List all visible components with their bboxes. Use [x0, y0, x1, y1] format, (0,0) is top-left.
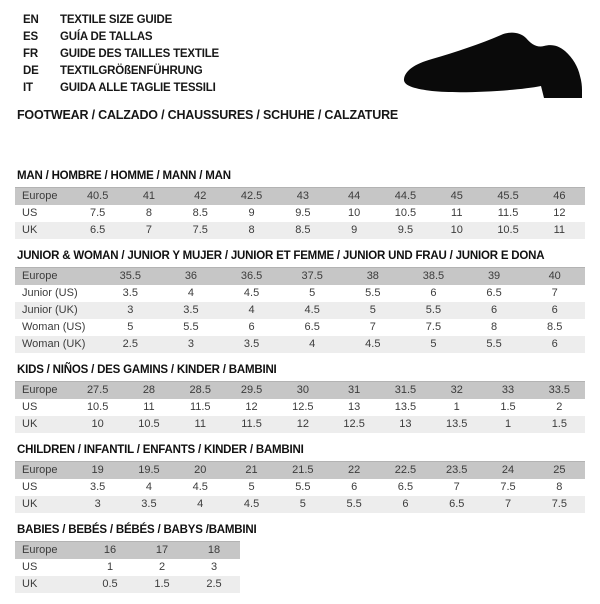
size-cell: 6.5 — [449, 498, 465, 510]
row-label: Europe — [22, 544, 58, 556]
size-cell: 4 — [145, 481, 152, 493]
size-cell: 3.5 — [243, 338, 260, 350]
size-cell: 6.5 — [304, 321, 320, 333]
size-cell: 7 — [369, 321, 376, 333]
size-table-babies — [15, 541, 240, 593]
size-cell: 24 — [501, 464, 515, 476]
size-cell: 3 — [127, 304, 134, 316]
row-label: UK — [22, 418, 38, 430]
size-cell: 31.5 — [394, 384, 417, 396]
size-cell: 19.5 — [138, 464, 160, 476]
size-cell: 5.5 — [486, 338, 502, 350]
section-title-babies: BABIES / BEBÉS / BÉBÉS / BABYS /BAMBINI — [17, 524, 257, 536]
size-cell: 5 — [248, 481, 255, 493]
dress-shoe-icon — [398, 28, 590, 108]
size-cell: 1.5 — [500, 401, 516, 413]
row-label: Europe — [22, 270, 58, 282]
size-cell: 36 — [184, 270, 198, 282]
size-cell: 9 — [248, 207, 255, 219]
table-header-row — [15, 268, 585, 286]
size-cell: 4.5 — [192, 481, 208, 493]
row-label: UK — [22, 498, 38, 510]
size-cell: 22.5 — [394, 464, 417, 476]
size-cell: 3.5 — [122, 287, 138, 299]
size-cell: 5 — [430, 338, 437, 350]
size-cell: 5.5 — [295, 481, 311, 493]
size-sections — [15, 170, 585, 604]
row-label: US — [22, 207, 38, 219]
size-cell: 37.5 — [301, 270, 323, 282]
size-cell: 1 — [106, 561, 114, 573]
language-label: TEXTILE SIZE GUIDE — [60, 14, 173, 26]
language-code: IT — [23, 82, 33, 94]
row-label: UK — [22, 224, 38, 236]
size-cell: 9 — [351, 224, 358, 236]
size-cell: 7 — [551, 287, 558, 299]
size-cell: 21.5 — [292, 464, 314, 476]
table-header-row — [15, 542, 240, 560]
size-cell: 25 — [553, 464, 566, 476]
size-cell: 11 — [553, 224, 566, 236]
size-cell: 3.5 — [90, 481, 106, 493]
row-label: Junior (UK) — [22, 304, 78, 316]
size-cell: 29.5 — [240, 384, 263, 396]
size-cell: 7.5 — [192, 224, 208, 236]
row-label: Europe — [22, 384, 58, 396]
table-row — [15, 336, 585, 353]
size-cell: 9.5 — [295, 207, 311, 219]
section-title-junior-woman: JUNIOR & WOMAN / JUNIOR Y MUJER / JUNIOR ET FEMME / JUNIOR UND FRAU / JUNIOR E DONA — [17, 250, 545, 262]
size-cell: 11 — [194, 418, 206, 430]
row-label: Junior (US) — [22, 287, 78, 299]
table-row — [15, 559, 240, 576]
size-cell: 5.5 — [425, 304, 442, 316]
size-cell: 45.5 — [497, 190, 519, 202]
size-cell: 21 — [245, 464, 258, 476]
row-label: UK — [22, 578, 38, 590]
size-cell: 2.5 — [206, 578, 222, 590]
size-cell: 4.5 — [365, 338, 381, 350]
size-cell: 9.5 — [397, 224, 414, 236]
table-header-row — [15, 382, 585, 400]
language-label: TEXTILGRÖßENFÜHRUNG — [60, 65, 203, 77]
size-cell: 40.5 — [86, 190, 109, 202]
size-cell: 44 — [348, 190, 361, 202]
language-label: GUIDE DES TAILLES TEXTILE — [60, 48, 219, 60]
size-cell: 6 — [491, 304, 498, 316]
language-code: FR — [23, 48, 38, 60]
table-row — [15, 222, 585, 239]
section-babies — [15, 524, 585, 593]
size-cell: 43 — [296, 190, 309, 202]
size-cell: 2 — [158, 561, 166, 573]
size-cell: 39 — [487, 270, 501, 282]
size-cell: 7 — [453, 481, 460, 493]
size-cell: 7.5 — [90, 207, 106, 219]
table-row — [15, 576, 240, 593]
size-cell: 42.5 — [240, 190, 263, 202]
size-cell: 6.5 — [486, 287, 502, 299]
size-cell: 33 — [501, 384, 515, 396]
size-cell: 10 — [348, 207, 361, 219]
size-table-man — [15, 187, 585, 239]
language-label: GUIDA ALLE TAGLIE TESSILI — [60, 82, 216, 94]
size-cell: 12 — [553, 207, 566, 219]
size-cell: 4 — [187, 287, 194, 299]
size-cell: 11.5 — [189, 401, 211, 413]
size-cell: 38.5 — [422, 270, 445, 282]
category-title: FOOTWEAR / CALZADO / CHAUSSURES / SCHUHE / CALZATURE — [17, 108, 399, 122]
section-title-man: MAN / HOMBRE / HOMME / MANN / MAN — [17, 170, 231, 182]
language-row — [23, 46, 219, 63]
size-cell: 46 — [553, 190, 566, 202]
size-cell: 13 — [348, 401, 361, 413]
language-row — [23, 12, 219, 29]
size-cell: 6 — [351, 481, 358, 493]
size-table-junior-woman — [15, 267, 585, 353]
size-cell: 0.5 — [102, 578, 118, 590]
size-cell: 5.5 — [183, 321, 199, 333]
language-row — [23, 63, 219, 80]
size-cell: 22 — [348, 464, 361, 476]
size-cell: 35.5 — [119, 270, 142, 282]
size-cell: 36.5 — [240, 270, 263, 282]
size-cell: 4 — [309, 338, 316, 350]
size-cell: 11 — [143, 401, 155, 413]
size-cell: 7.5 — [551, 498, 567, 510]
size-cell: 7.5 — [500, 481, 516, 493]
size-cell: 28 — [142, 384, 156, 396]
size-cell: 8.5 — [192, 207, 208, 219]
language-code: EN — [23, 14, 39, 26]
size-cell: 19 — [91, 464, 104, 476]
size-cell: 10.5 — [86, 401, 109, 413]
section-children — [15, 444, 585, 513]
size-cell: 30 — [296, 384, 309, 396]
size-cell: 5.5 — [365, 287, 381, 299]
size-cell: 8 — [556, 481, 563, 493]
size-cell: 3 — [94, 498, 101, 510]
size-cell: 4.5 — [243, 287, 260, 299]
size-cell: 2 — [556, 401, 563, 413]
size-cell: 8 — [145, 207, 152, 219]
table-header-row — [15, 462, 585, 480]
size-cell: 5 — [299, 498, 306, 510]
size-cell: 10 — [450, 224, 463, 236]
section-title-kids: KIDS / NIÑOS / DES GAMINS / KINDER / BAMBINI — [17, 364, 277, 376]
section-kids — [15, 364, 585, 433]
size-cell: 4 — [197, 498, 204, 510]
size-cell: 6.5 — [90, 224, 106, 236]
size-cell: 1 — [504, 418, 512, 430]
table-header-row — [15, 188, 585, 206]
size-cell: 4 — [248, 304, 255, 316]
table-row — [15, 496, 585, 513]
row-label: US — [22, 401, 38, 413]
size-cell: 17 — [155, 544, 169, 556]
section-man — [15, 170, 585, 239]
size-cell: 10.5 — [497, 224, 519, 236]
size-cell: 3.5 — [183, 304, 199, 316]
size-cell: 8 — [248, 224, 255, 236]
size-cell: 12 — [296, 418, 309, 430]
size-table-children — [15, 461, 585, 513]
section-junior-woman — [15, 250, 585, 353]
size-cell: 5 — [309, 287, 316, 299]
size-cell: 3 — [210, 561, 218, 573]
size-cell: 5 — [127, 321, 134, 333]
size-cell: 16 — [103, 544, 117, 556]
table-row — [15, 319, 585, 336]
size-table-kids — [15, 381, 585, 433]
size-cell: 18 — [207, 544, 221, 556]
size-cell: 6 — [551, 338, 558, 350]
size-cell: 6.5 — [397, 481, 414, 493]
table-row — [15, 416, 585, 433]
size-cell: 4.5 — [243, 498, 260, 510]
size-cell: 2.5 — [122, 338, 138, 350]
size-cell: 42 — [194, 190, 207, 202]
language-label: GUÍA DE TALLAS — [60, 31, 153, 43]
size-cell: 40 — [548, 270, 561, 282]
size-cell: 12.5 — [292, 401, 314, 413]
size-cell: 7 — [145, 224, 152, 236]
size-cell: 33.5 — [548, 384, 571, 396]
size-cell: 4.5 — [304, 304, 320, 316]
size-cell: 32 — [450, 384, 463, 396]
table-row — [15, 479, 585, 496]
size-cell: 11.5 — [241, 418, 262, 430]
size-cell: 8.5 — [295, 224, 311, 236]
size-cell: 10.5 — [394, 207, 417, 219]
table-row — [15, 302, 585, 319]
size-cell: 7.5 — [425, 321, 442, 333]
language-code: DE — [23, 65, 39, 77]
table-row — [15, 205, 585, 222]
row-label: Europe — [22, 190, 58, 202]
size-cell: 44.5 — [394, 190, 417, 202]
row-label: US — [22, 481, 38, 493]
size-cell: 1 — [453, 401, 460, 413]
size-cell: 3 — [187, 338, 194, 350]
size-cell: 10.5 — [138, 418, 160, 430]
size-cell: 23.5 — [446, 464, 468, 476]
size-cell: 28.5 — [189, 384, 211, 396]
size-cell: 6 — [551, 304, 558, 316]
row-label: Europe — [22, 464, 58, 476]
language-list — [23, 12, 219, 97]
size-cell: 1.5 — [551, 418, 567, 430]
size-cell: 1.5 — [154, 578, 170, 590]
size-cell: 12 — [245, 401, 258, 413]
size-cell: 6 — [402, 498, 409, 510]
size-cell: 20 — [194, 464, 207, 476]
table-row — [15, 399, 585, 416]
section-title-children: CHILDREN / INFANTIL / ENFANTS / KINDER / BAMBINI — [17, 444, 304, 456]
size-cell: 13.5 — [446, 418, 468, 430]
size-cell: 5.5 — [346, 498, 362, 510]
size-cell: 11 — [451, 207, 463, 219]
size-cell: 12.5 — [343, 418, 365, 430]
size-cell: 6 — [430, 287, 437, 299]
size-cell: 6 — [248, 321, 255, 333]
size-cell: 3.5 — [141, 498, 157, 510]
language-row — [23, 80, 219, 97]
language-row — [23, 29, 219, 46]
language-code: ES — [23, 31, 38, 43]
size-cell: 13.5 — [394, 401, 417, 413]
size-cell: 11.5 — [497, 207, 519, 219]
size-cell: 45 — [450, 190, 463, 202]
size-cell: 8.5 — [547, 321, 563, 333]
size-cell: 7 — [504, 498, 512, 510]
size-cell: 8 — [491, 321, 498, 333]
row-label: US — [22, 561, 38, 573]
size-cell: 27.5 — [86, 384, 109, 396]
table-row — [15, 285, 585, 302]
size-cell: 10 — [91, 418, 104, 430]
size-cell: 31 — [348, 384, 361, 396]
size-cell: 41 — [142, 190, 156, 202]
row-label: Woman (US) — [22, 321, 86, 333]
size-cell: 5 — [369, 304, 376, 316]
size-cell: 13 — [399, 418, 412, 430]
row-label: Woman (UK) — [22, 338, 86, 350]
size-cell: 38 — [366, 270, 379, 282]
